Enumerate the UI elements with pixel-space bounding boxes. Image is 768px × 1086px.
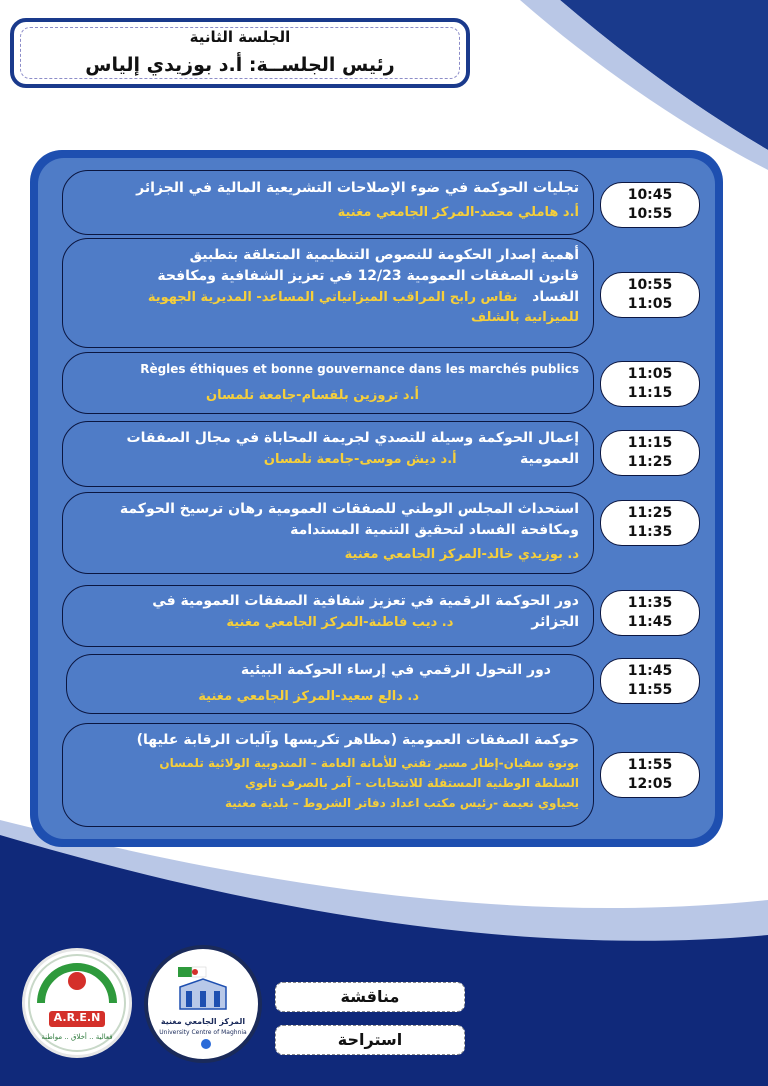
time-start: 11:15	[627, 435, 673, 451]
time-start: 11:35	[627, 595, 673, 611]
talk-title-line: أهمية إصدار الحكومة للنصوص التنظيمية المتعلقة بتطبيق	[189, 247, 579, 263]
session-chair: رئيس الجلســة: أ.د بوزيدي إلياس	[85, 54, 395, 76]
talk-title-line: الجزائر	[531, 614, 579, 630]
time-start: 11:25	[627, 505, 673, 521]
talk-title-line: ومكافحة الفساد لتحقيق التنمية المستدامة	[290, 522, 579, 538]
talk-title: دور التحول الرقمي في إرساء الحوكمة البيئية	[240, 662, 551, 678]
time-start: 10:45	[627, 187, 673, 203]
talk-title-line: الفساد	[532, 289, 579, 305]
talk-title-line: دور الحوكمة الرقمية في تعزيز شفافية الصفقات العمومية في	[152, 593, 579, 609]
talk-title-last-line	[77, 287, 579, 308]
aren-logo	[22, 948, 132, 1058]
talk-time	[600, 752, 700, 798]
time-end: 12:05	[627, 776, 673, 792]
talk-time	[600, 590, 700, 636]
talk-card	[62, 492, 594, 574]
talk-title-last-line	[77, 449, 579, 470]
university-logo-text-en: University Centre of Maghnia	[159, 1029, 247, 1036]
talk-title-last-line	[77, 612, 579, 633]
session-title: الجلسة الثانية	[189, 28, 291, 46]
aren-logo-motto: فعالية .. أخلاق .. مواطنة	[41, 1033, 113, 1041]
time-start: 10:55	[627, 277, 673, 293]
talk-time	[600, 361, 700, 407]
talk-card	[62, 170, 594, 235]
talk-speaker: د. دالع سعيد-المركز الجامعي مغنية	[198, 689, 419, 704]
talk-card	[66, 654, 594, 714]
talk-title: Règles éthiques et bonne gouvernance dans les marchés publics	[140, 362, 579, 376]
university-logo-text-ar: المركز الجامعي مغنية	[160, 1017, 246, 1026]
talk-title-line: إعمال الحوكمة وسيلة للتصدي لجريمة المحاباة في مجال الصفقات	[126, 430, 579, 446]
time-end: 11:35	[627, 524, 673, 540]
time-end: 11:55	[627, 682, 673, 698]
talk-card	[62, 352, 594, 414]
discussion-label: مناقشة	[275, 982, 465, 1012]
break-label: استراحة	[275, 1025, 465, 1055]
talk-time	[600, 272, 700, 318]
talk-card	[62, 585, 594, 647]
talk-speaker-line: السلطة الوطنية المستقلة للانتخابات – آمر بالصرف ثانوي	[244, 776, 579, 790]
talk-speaker-line: للميزانية بالشلف	[470, 310, 579, 325]
time-end: 11:15	[627, 385, 673, 401]
talk-card	[62, 723, 594, 827]
talk-speaker-line: يحياوي نعيمة -رئيس مكتب اعداد دفاتر الشروط – بلدية مغنية	[225, 796, 579, 810]
talk-title: تجليات الحوكمة في ضوء الإصلاحات التشريعية المالية في الجزائر	[136, 180, 579, 196]
talk-speaker: أ.د تروزين بلقسام-جامعة تلمسان	[206, 388, 419, 403]
time-end: 11:05	[627, 296, 673, 312]
time-end: 11:45	[627, 614, 673, 630]
time-end: 10:55	[627, 206, 673, 222]
talk-speaker: أ.د ديش موسى-جامعة تلمسان	[263, 452, 457, 467]
time-start: 11:05	[627, 366, 673, 382]
time-start: 11:55	[627, 757, 673, 773]
talk-time	[600, 430, 700, 476]
time-start: 11:45	[627, 663, 673, 679]
talk-speaker-line: بونوة سفيان-إطار مسير تقني للأمانة العامة – المندوبية الولائية تلمسان	[159, 756, 579, 770]
talk-title: حوكمة الصفقات العمومية (مظاهر تكريسها وآليات الرقابة عليها)	[136, 732, 579, 748]
talk-speaker: د. بوزيدي خالد-المركز الجامعي مغنية	[344, 547, 579, 562]
talk-time	[600, 182, 700, 228]
talk-title-line: قانون الصفقات العمومية 12/23 في تعزيز الشفافية ومكافحة	[157, 268, 579, 284]
talk-speaker: أ.د هاملي محمد-المركز الجامعي مغنية	[337, 205, 579, 220]
university-logo	[144, 945, 262, 1063]
talk-card	[62, 421, 594, 487]
talk-speaker-line: نقاس رابح المراقب الميزانياتي المساعد- المديرية الجهوية	[147, 290, 518, 305]
talk-speaker: د. ديب فاطنة-المركز الجامعي مغنية	[226, 615, 454, 630]
talk-title-line: العمومية	[520, 451, 579, 467]
aren-logo-text: A.R.E.N	[53, 1011, 101, 1024]
talk-time	[600, 500, 700, 546]
talk-time	[600, 658, 700, 704]
session-header	[10, 18, 470, 88]
university-logo-graphic	[148, 949, 258, 1059]
talk-card	[62, 238, 594, 348]
time-end: 11:25	[627, 454, 673, 470]
talk-title-line: استحداث المجلس الوطني للصفقات العمومية رهان ترسيخ الحوكمة	[119, 501, 579, 517]
